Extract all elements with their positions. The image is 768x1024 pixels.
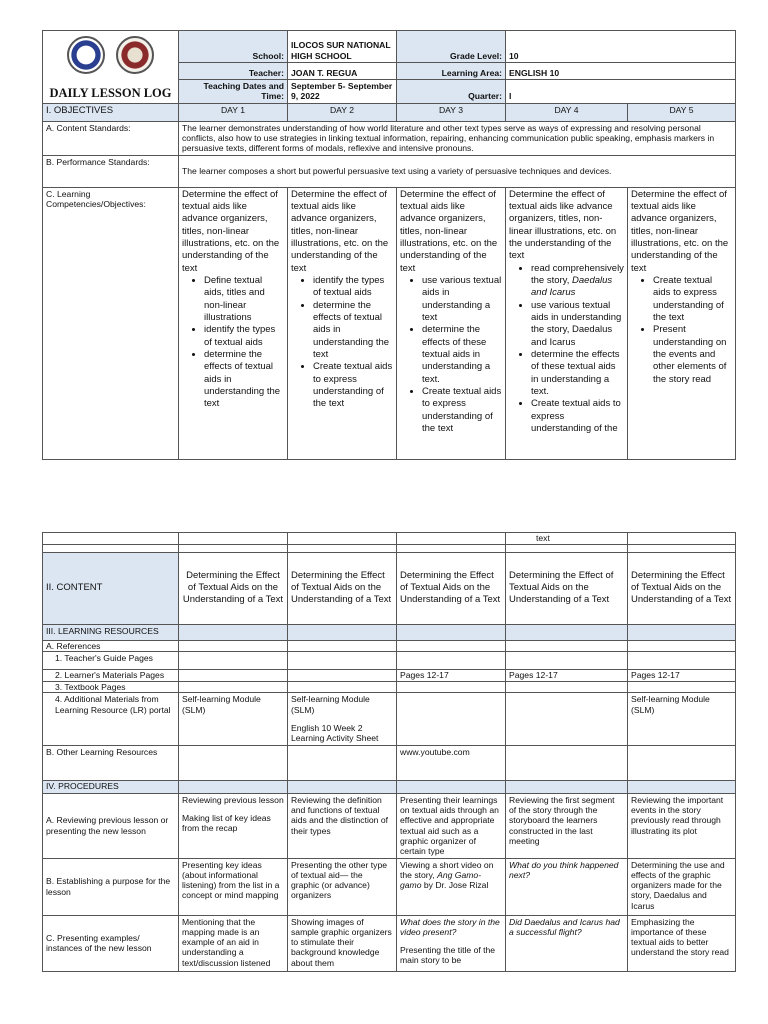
content-day5: Determining the Effect of Textual Aids on the Understanding of a Text	[628, 552, 736, 624]
purpose-day3	[397, 858, 506, 915]
review-day1	[179, 793, 288, 858]
list-item: • use various textual aids in understanding a text	[422, 275, 502, 324]
blank-cell	[179, 624, 288, 640]
blank-cell	[506, 624, 628, 640]
examples-day1: Mentioning that the mapping made is an example of an aid in understanding a text/discussion listened	[179, 915, 288, 971]
day-header: DAY 4	[506, 103, 628, 121]
blank-cell	[506, 681, 628, 693]
review-day1-text: Reviewing previous lesson	[182, 794, 284, 805]
objectives-heading: I. OBJECTIVES	[43, 103, 179, 121]
spacer-cell	[397, 544, 506, 552]
blank-cell	[628, 745, 736, 780]
examples-day4-question: Did Daedalus and Icarus had a successful flight?	[509, 916, 620, 937]
additional-materials-label: 4. Additional Materials from Learning Resource (LR) portal	[43, 693, 179, 745]
list-item	[531, 263, 624, 300]
carry-cell	[628, 533, 736, 545]
competency-lead: Determine the effect of textual aids like advance organizers, titles, non-linear illustrations, etc. on the understanding of the text	[182, 188, 280, 274]
list-item: • Create textual aids to express understanding of the text	[653, 275, 732, 324]
carry-cell	[397, 533, 506, 545]
procedures-heading: IV. PROCEDURES	[43, 780, 179, 793]
review-day5: Reviewing the important events in the story previously read through illustrating its plot	[628, 793, 736, 858]
spacer-cell	[43, 544, 179, 552]
purpose-day3-author: by Dr. Jose Rizal	[423, 880, 489, 891]
blank-cell	[179, 640, 288, 652]
am-day2-sheet: English 10 Week 2 Learning Activity Sheet	[291, 723, 379, 744]
list-item: • Create textual aids to express understanding of the	[531, 398, 624, 435]
grade-level-label: Grade Level:	[397, 31, 506, 63]
list-item: • Define textual aids, titles and non-linear illustrations	[204, 275, 284, 324]
spacer-cell	[628, 544, 736, 552]
bullet-text: read comprehensively the story,	[531, 262, 624, 286]
review-day3: Presenting their learnings on textual aids through an effective and appropriate textual aid such as a graphic organizer of certain type	[397, 793, 506, 858]
blank-cell	[628, 652, 736, 670]
content-day3: Determining the Effect of Textual Aids on the Understanding of a Text	[397, 552, 506, 624]
page-title: DAILY LESSON LOG	[49, 86, 172, 100]
spacer-cell	[288, 544, 397, 552]
school-label: School:	[179, 31, 288, 63]
carry-cell	[43, 533, 179, 545]
am-day5: Self-learning Module (SLM)	[628, 693, 736, 745]
purpose-day1: Presenting key ideas (about informational listening) from the list in a concept or mind mapping	[179, 858, 288, 915]
school-value: ILOCOS SUR NATIONAL HIGH SCHOOL	[288, 31, 397, 63]
learning-area-value: ENGLISH 10	[506, 63, 736, 80]
examples-day2: Showing images of sample graphic organizers to stimulate their background knowledge about them	[288, 915, 397, 971]
examples-day3	[397, 915, 506, 971]
list-item: • Create textual aids to express understanding of the text	[313, 361, 393, 410]
performance-standards-text: The learner composes a short but powerful persuasive text using a variety of persuasive techniques and devices.	[179, 155, 736, 187]
blank-cell	[506, 745, 628, 780]
day-header: DAY 2	[288, 103, 397, 121]
content-standards-text: The learner demonstrates understanding of how world literature and other text types serve as ways of expressing and resolving personal conflicts, also how to use strategies in linking textual information, repairing, enhancing communication public speaking, emphasis markers in persuasive texts, different forms of modals, reflexive and intensive pronouns.	[179, 121, 736, 155]
review-day2: Reviewing the definition and functions of textual aids and the distinction of their types	[288, 793, 397, 858]
list-item: • determine the effects of these textual aids in understanding a text.	[422, 324, 502, 386]
resources-heading: III. LEARNING RESOURCES	[43, 624, 179, 640]
list-item: • determine the effects of textual aids in understanding the text	[313, 300, 393, 362]
day-header: DAY 3	[397, 103, 506, 121]
examples-label: C. Presenting examples/ instances of the new lesson	[43, 915, 179, 971]
blank-cell	[288, 681, 397, 693]
blank-cell	[397, 624, 506, 640]
review-label: A. Reviewing previous lesson or presenting the new lesson	[43, 793, 179, 858]
review-day1-extra: Making list of key ideas from the recap	[182, 812, 271, 834]
day-header: DAY 5	[628, 103, 736, 121]
grade-level-value: 10	[506, 31, 736, 63]
learning-area-label: Learning Area:	[397, 63, 506, 80]
competency-day3	[397, 187, 506, 459]
am-day1: Self-learning Module (SLM)	[179, 693, 288, 745]
quarter-label: Quarter:	[397, 80, 506, 104]
spacer-cell	[506, 544, 628, 552]
content-day1: Determining the Effect of Textual Aids on the Understanding of a Text	[179, 552, 288, 624]
day-header: DAY 1	[179, 103, 288, 121]
purpose-day2: Presenting the other type of textual aid— the graphic (or advance) organizers	[288, 858, 397, 915]
competency-lead: Determine the effect of textual aids like advance organizers, titles, non-linear illustrations, etc. on the understanding of the text	[400, 188, 498, 274]
list-item: • Present understanding on the events and other elements of the story read	[653, 324, 732, 386]
list-item: • identify the types of textual aids	[204, 324, 284, 349]
lm-day4: Pages 12-17	[506, 670, 628, 682]
purpose-day4	[506, 858, 628, 915]
lesson-log-table-page2	[42, 532, 736, 972]
content-heading: II. CONTENT	[43, 552, 179, 624]
list-item: • use various textual aids in understanding the story, Daedalus and Icarus	[531, 300, 624, 349]
review-day4: Reviewing the first segment of the story through the storyboard the learners constructed in the last meeting	[506, 793, 628, 858]
blank-cell	[288, 652, 397, 670]
teaching-dates-label: Teaching Dates and Time:	[179, 80, 288, 104]
list-item: • identify the types of textual aids	[313, 275, 393, 300]
lesson-log-table-page1	[42, 30, 736, 460]
blank-cell	[397, 780, 506, 793]
am-day3	[397, 693, 506, 745]
lm-day2	[288, 670, 397, 682]
blank-cell	[288, 745, 397, 780]
story-title: Ang Gamo-gamo	[400, 869, 482, 891]
carry-text: text	[506, 533, 628, 545]
competency-day2	[288, 187, 397, 459]
blank-cell	[179, 652, 288, 670]
blank-cell	[628, 640, 736, 652]
blank-cell	[397, 640, 506, 652]
competencies-label: C. Learning Competencies/Objectives:	[43, 187, 179, 459]
story-title: Daedalus and Icarus	[531, 274, 613, 299]
textbook-label: 3. Textbook Pages	[43, 681, 179, 693]
purpose-day5: Determining the use and effects of the graphic organizers made for the story, Daedalus and Icarus	[628, 858, 736, 915]
teacher-value: JOAN T. REGUA	[288, 63, 397, 80]
carry-cell	[179, 533, 288, 545]
lm-day3: Pages 12-17	[397, 670, 506, 682]
other-resources-day3: www.youtube.com	[397, 745, 506, 780]
other-resources-label: B. Other Learning Resources	[43, 745, 179, 780]
purpose-label: B. Establishing a purpose for the lesson	[43, 858, 179, 915]
blank-cell	[397, 681, 506, 693]
blank-cell	[288, 780, 397, 793]
examples-day4	[506, 915, 628, 971]
teaching-dates-value: September 5- September 9, 2022	[288, 80, 397, 104]
blank-cell	[179, 681, 288, 693]
header-logo-cell	[43, 31, 179, 104]
examples-day5: Emphasizing the importance of these textual aids to better understand the story read	[628, 915, 736, 971]
blank-cell	[179, 780, 288, 793]
competency-lead: Determine the effect of textual aids like advance organizers, titles, non-linear illustrations, etc. on the understanding of the text	[291, 188, 389, 274]
references-label: A. References	[43, 640, 179, 652]
list-item: • determine the effects of textual aids in understanding the text	[204, 349, 284, 411]
lm-day1	[179, 670, 288, 682]
list-item: • determine the effects of these textual aids in understanding a text.	[531, 349, 624, 398]
examples-day3-question: What does the story in the video present?	[400, 916, 500, 937]
content-standards-label: A. Content Standards:	[43, 121, 179, 155]
teachers-guide-label: 1. Teacher's Guide Pages	[43, 652, 179, 670]
blank-cell	[506, 640, 628, 652]
blank-cell	[397, 652, 506, 670]
spacer-cell	[179, 544, 288, 552]
am-day2	[288, 693, 397, 745]
performance-standards-label: B. Performance Standards:	[43, 155, 179, 187]
lm-day5: Pages 12-17	[628, 670, 736, 682]
carry-cell	[288, 533, 397, 545]
competency-lead: Determine the effect of textual aids like advance organizers, titles, non-linear illustrations, etc. on the understanding of the text	[631, 188, 729, 274]
competency-day1	[179, 187, 288, 459]
competency-lead: Determine the effect of textual aids like advance organizers, titles, non-linear illustrations, etc. on the understanding of the text	[509, 188, 617, 262]
purpose-day4-question: What do you think happened next?	[509, 859, 619, 880]
blank-cell	[288, 640, 397, 652]
am-day4	[506, 693, 628, 745]
blank-cell	[506, 780, 628, 793]
examples-day3-text: Presenting the title of the main story to be	[400, 945, 496, 966]
purpose-day3-text: Viewing a short video on the story,	[400, 859, 494, 880]
blank-cell	[506, 652, 628, 670]
blank-cell	[628, 780, 736, 793]
content-day2: Determining the Effect of Textual Aids on the Understanding of a Text	[288, 552, 397, 624]
blank-cell	[628, 624, 736, 640]
learners-materials-label: 2. Learner's Materials Pages	[43, 670, 179, 682]
list-item: • Create textual aids to express understanding of the text	[422, 386, 502, 435]
quarter-value: I	[506, 80, 736, 104]
school-seal-icon	[116, 36, 154, 74]
blank-cell	[288, 624, 397, 640]
content-day4: Determining the Effect of Textual Aids on the Understanding of a Text	[506, 552, 628, 624]
blank-cell	[179, 745, 288, 780]
deped-seal-icon	[67, 36, 105, 74]
competency-day4	[506, 187, 628, 459]
teacher-label: Teacher:	[179, 63, 288, 80]
blank-cell	[628, 681, 736, 693]
am-day2-module: Self-learning Module (SLM)	[291, 694, 370, 715]
competency-day5	[628, 187, 736, 459]
